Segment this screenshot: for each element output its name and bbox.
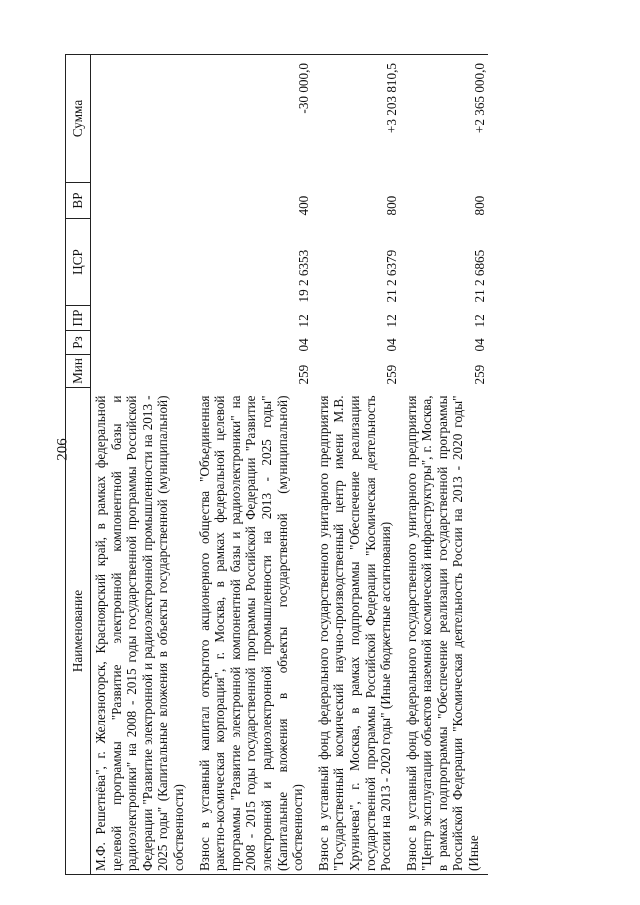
row-csr: 21 2 6379	[384, 249, 400, 303]
table-row	[91, 55, 193, 875]
row-sum: +3 203 810,5	[312, 55, 400, 183]
header-pr: ПР	[66, 306, 91, 331]
row-sum	[91, 55, 193, 183]
row-name: Взнос в уставный фонд федерального государственного унитарного предприятия "Государственный космический научно-производственный центр имени М.В. Хруничева", г. Москва, в рамках подпрограммы "Обеспечение реализации государственной программы Российской Федерации "Космическая деятельность России на 2013 - 2020 годы" (Иные бюджетные ассигнования)	[312, 388, 400, 875]
budget-table-container	[65, 55, 590, 875]
header-sum: Сумма	[66, 55, 91, 183]
row-csr	[91, 219, 193, 306]
row-min: 259	[384, 364, 400, 385]
row-rz	[91, 331, 193, 355]
table-row	[312, 55, 400, 875]
row-vr: 800	[472, 195, 488, 216]
row-vr	[91, 183, 193, 219]
row-vr: 800	[384, 195, 400, 216]
table-row	[400, 55, 488, 875]
row-pr	[91, 306, 193, 331]
row-pr: 12	[384, 314, 400, 328]
row-csr: 19 2 6353	[296, 249, 312, 303]
table-row	[193, 55, 312, 875]
row-name: Взнос в уставный фонд федерального государственного унитарного предприятия "Центр эксплуатации объектов наземной космической инфраструктуры", г. Москва, в рамках подпрограммы "Обеспечение реализации государственной программы Российской Федерации "Космическая деятельность России на 2013 - 2020 годы" (Иные	[400, 388, 488, 875]
header-rz: Рз	[66, 331, 91, 355]
row-pr: 12	[296, 314, 312, 328]
row-min: 259	[472, 364, 488, 385]
header-csr: ЦСР	[66, 219, 91, 306]
header-name: Наименование	[66, 388, 91, 875]
row-name: М.Ф. Решетнёва", г. Железногорск, Красноярский край, в рамках федеральной целевой программы "Развитие электронной компонентной базы и радиоэлектроники" на 2008 - 2015 годы государственной программы Российской Федерации "Развитие электронной и радиоэлектронной промышленности на 2013 - 2025 годы" (Капитальные вложения в объекты государственной (муниципальной) собственности)	[91, 388, 193, 875]
row-rz: 04	[296, 338, 312, 352]
row-pr: 12	[472, 314, 488, 328]
header-vr: ВР	[66, 183, 91, 219]
row-vr: 400	[296, 195, 312, 216]
header-min: Мин	[66, 355, 91, 388]
row-sum: +2 365 000,0	[400, 55, 488, 183]
page-number: 206	[54, 438, 71, 461]
row-csr: 21 2 6865	[472, 249, 488, 303]
row-rz: 04	[384, 338, 400, 352]
row-min	[91, 355, 193, 388]
row-min: 259	[296, 364, 312, 385]
row-rz: 04	[472, 338, 488, 352]
row-sum: -30 000,0	[193, 55, 312, 183]
row-name: Взнос в уставный капитал открытого акционерного общества "Объединенная ракетно-космическая корпорация", г. Москва, в рамках федеральной целевой программы "Развитие электронной компонентной базы и радиоэлектроники" на 2008 - 2015 годы государственной программы Российской Федерации "Развитие электронной и радиоэлектронной промышленности на 2013 - 2025 годы" (Капитальные вложения в объекты государственной (муниципальной) собственности)	[193, 388, 312, 875]
budget-table	[65, 54, 488, 875]
table-header-row	[66, 55, 91, 875]
